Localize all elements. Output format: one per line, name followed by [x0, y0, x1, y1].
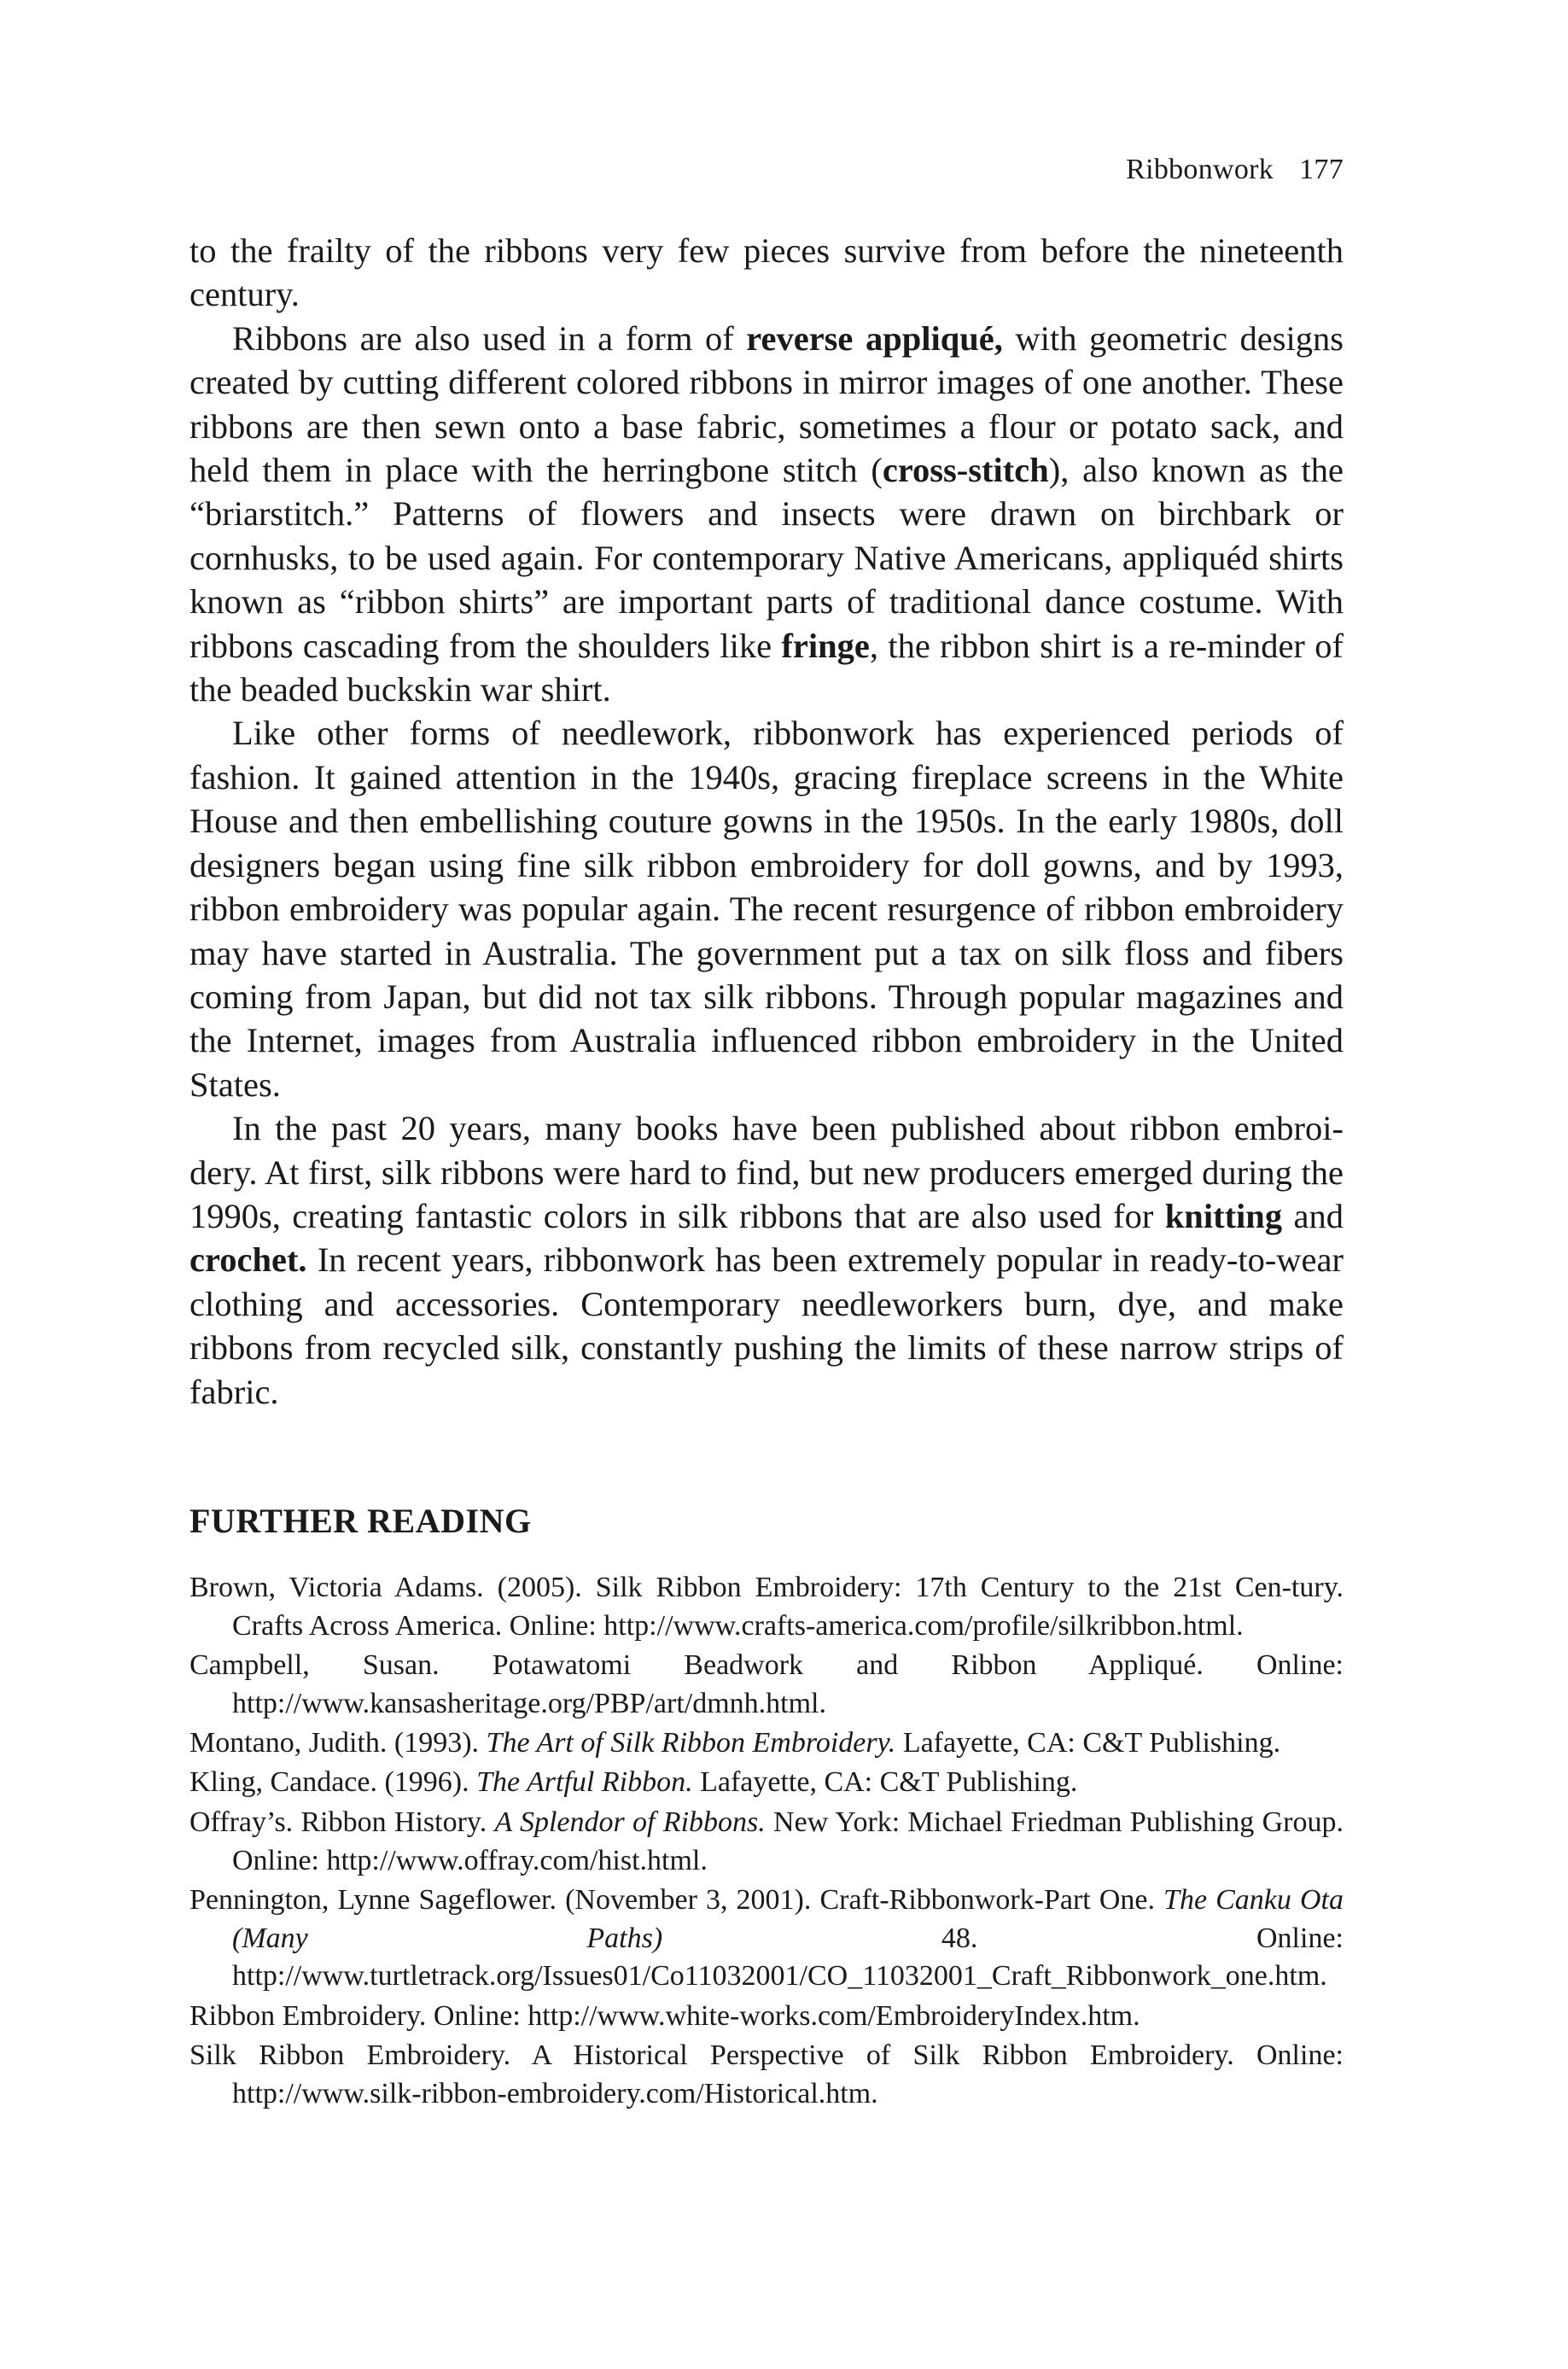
reference-text: New York: Michael Friedman Publishing Group. Online: http://www.offray.com/hist.html. [232, 1806, 1344, 1876]
term-knitting: knitting [1164, 1196, 1283, 1235]
paragraph-4 [189, 1106, 1344, 1414]
term-crochet: crochet. [189, 1240, 307, 1280]
reference-text: Pennington, Lynne Sageflower. (November 3, 2001). Craft-Ribbonwork-Part One. [189, 1883, 1164, 1916]
term-fringe: fringe [781, 626, 870, 665]
paragraph-3-text: Like other forms of needlework, ribbonwork has experienced periods of fashion. It gained attention in the 1940s, gracing fireplace screens in the White House and then embellishing couture gowns in the 1950s. In the early 1980s, doll designers began using fine silk ribbon embroidery for doll gowns, and by 1993, ribbon embroidery was popular again. The recent resurgence of ribbon embroidery may have started in Australia. The government put a tax on silk floss and fibers coming from Japan, but did not tax silk ribbons. Through popular magazines and the Internet, images from Australia influenced ribbon embroidery in the United States. [189, 714, 1344, 1104]
reference-text: Montano, Judith. (1993). [189, 1727, 487, 1759]
reference-text: Campbell, Susan. Potawatomi Beadwork and Ribbon Appliqué. Online: http://www.kansasheritage.org/PBP/art/dmnh.html. [189, 1649, 1344, 1719]
reference-title: A Splendor of Ribbons. [494, 1806, 766, 1838]
book-page [189, 0, 1344, 2369]
further-reading-heading: FURTHER READING [189, 1502, 532, 1540]
term-cross-stitch: cross-stitch [882, 451, 1049, 490]
paragraph-2-text-3: ), also known as the “briarstitch.” Patterns of flowers and insects were drawn on birchbark or cornhusks, to be used again. For contemporary Native Americans, appliquéd shirts known as “ribbon shirts” are important parts of traditional dance costume. With ribbons cascading from the shoulders like [189, 451, 1344, 665]
reference-item [189, 1804, 1344, 1881]
reference-item [189, 1998, 1344, 2036]
reference-list [189, 1569, 1344, 2115]
term-reverse-applique: reverse appliqué, [746, 318, 1003, 358]
paragraph-2-text-4: , the ribbon shirt is a re-minder of the beaded buckskin war shirt. [189, 626, 1344, 709]
reference-item [189, 1882, 1344, 1996]
reference-item [189, 1647, 1344, 1724]
paragraph-4-text-2: and [1282, 1196, 1344, 1235]
reference-title: The Artful Ribbon. [476, 1766, 693, 1799]
reference-item [189, 1724, 1344, 1763]
paragraph-3 [189, 711, 1344, 1106]
reference-text: Ribbon Embroidery. Online: http://www.white-works.com/EmbroideryIndex.htm. [189, 1999, 1140, 2032]
running-head [1126, 154, 1344, 186]
reference-text: 48. Online: http://www.turtletrack.org/Issues01/Co11032001/CO_11032001_Craft_Ribbonwork_one.htm. [232, 1922, 1344, 1993]
reference-item [189, 1764, 1344, 1802]
paragraph-1 [189, 229, 1344, 317]
paragraph-1-text: to the frailty of the ribbons very few pieces survive from before the nineteenth century. [189, 231, 1344, 314]
reference-text: Lafayette, CA: C&T Publishing. [895, 1727, 1281, 1759]
running-head-title: Ribbonwork [1126, 154, 1274, 185]
paragraph-2-text-2: with geometric designs created by cutting different colored ribbons in mirror images of one another. These ribbons are then sewn onto a base fabric, sometimes a flour or potato sack, and held them in place with the herringbone stitch ( [189, 318, 1344, 490]
paragraph-4-text-1: In the past 20 years, many books have been published about ribbon embroi-dery. At first, silk ribbons were hard to find, but new producers emerged during the 1990s, creating fantastic colors in silk ribbons that are also used for [189, 1109, 1344, 1235]
paragraph-4-text-3: In recent years, ribbonwork has been extremely popular in ready-to-wear clothing and accessories. Contemporary needleworkers burn, dye, and make ribbons from recycled silk, constantly pushing the limits of these narrow strips of fabric. [189, 1240, 1344, 1411]
reference-text: Kling, Candace. (1996). [189, 1766, 477, 1799]
reference-title: The Canku Ota (Many Paths) [232, 1883, 1344, 1954]
paragraph-2-text-1: Ribbons are also used in a form of [232, 318, 747, 358]
reference-text: Brown, Victoria Adams. (2005). Silk Ribbon Embroidery: 17th Century to the 21st Cen-tury. Crafts Across America. Online: http://www.crafts-america.com/profile/silkribbon.html. [189, 1572, 1344, 1642]
body-text [189, 229, 1344, 1414]
reference-item [189, 2037, 1344, 2114]
page-number: 177 [1299, 154, 1344, 185]
reference-title: The Art of Silk Ribbon Embroidery. [486, 1727, 896, 1759]
reference-item [189, 1569, 1344, 1646]
reference-text: Offray’s. Ribbon History. [189, 1806, 495, 1838]
reference-text: Lafayette, CA: C&T Publishing. [692, 1766, 1078, 1799]
paragraph-2 [189, 317, 1344, 712]
reference-text: Silk Ribbon Embroidery. A Historical Perspective of Silk Ribbon Embroidery. Online: http://www.silk-ribbon-embroidery.com/Historical.htm. [189, 2039, 1344, 2109]
